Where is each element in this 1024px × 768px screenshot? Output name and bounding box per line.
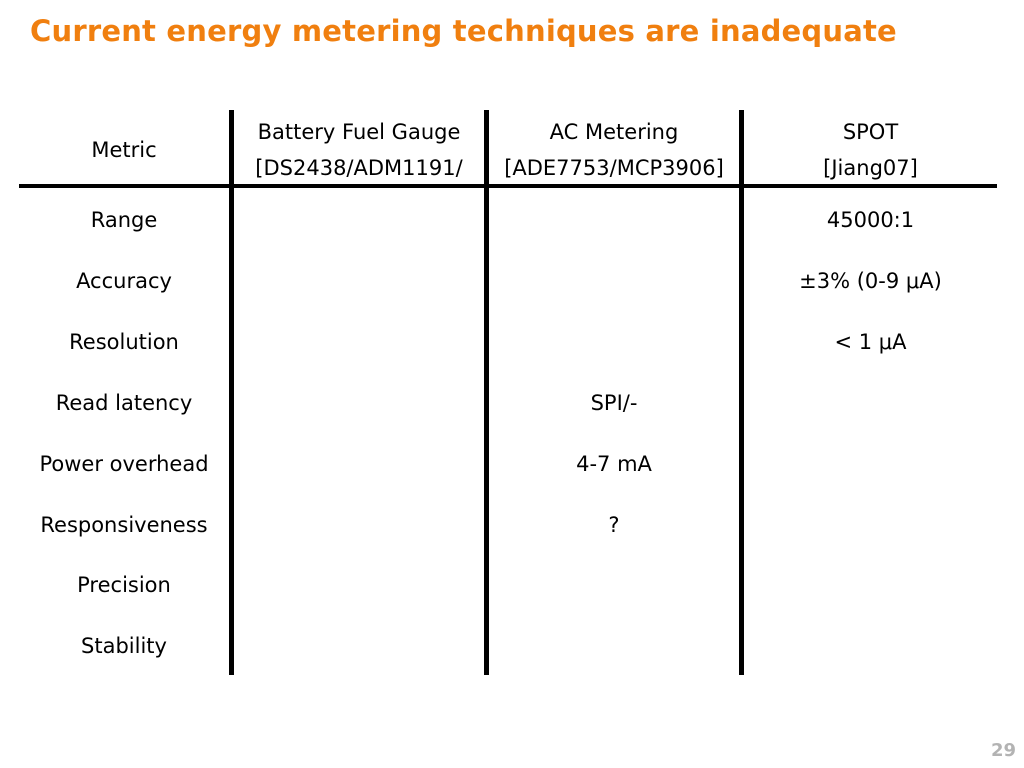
header-spot-ref: [Jiang07] bbox=[823, 156, 918, 180]
header-fuel-gauge-ref: [DS2438/ADM1191/ bbox=[255, 156, 463, 180]
header-fuel-gauge bbox=[234, 114, 484, 186]
header-ac-metering bbox=[489, 114, 739, 186]
spot-cell: ±3% (0-9 μA) bbox=[799, 269, 942, 293]
metric-cell: Range bbox=[90, 208, 158, 232]
comparison-table bbox=[19, 110, 997, 675]
page-number: 29 bbox=[990, 740, 1016, 761]
header-spot-title: SPOT bbox=[842, 120, 899, 144]
header-ac-metering-title: AC Metering bbox=[549, 120, 679, 144]
metric-cell: Stability bbox=[81, 634, 167, 658]
header-metric bbox=[19, 132, 229, 168]
metric-cell: Power overhead bbox=[39, 452, 209, 476]
metric-cell: Accuracy bbox=[76, 269, 172, 293]
slide-title: Current energy metering techniques are inadequate bbox=[30, 14, 897, 48]
spot-cell: 45000:1 bbox=[826, 208, 915, 232]
metric-cell: Responsiveness bbox=[40, 513, 208, 537]
ac-metering-cell: ? bbox=[608, 513, 620, 537]
metric-cell: Read latency bbox=[55, 391, 193, 415]
spot-cell: < 1 μA bbox=[834, 330, 907, 354]
column-divider bbox=[739, 110, 744, 675]
ac-metering-cell: 4-7 mA bbox=[576, 452, 652, 476]
column-divider bbox=[229, 110, 234, 675]
header-fuel-gauge-title: Battery Fuel Gauge bbox=[257, 120, 461, 144]
ac-metering-cell: SPI/- bbox=[590, 391, 638, 415]
header-spot bbox=[744, 114, 997, 186]
metric-cell: Resolution bbox=[69, 330, 179, 354]
metric-cell: Precision bbox=[77, 573, 171, 597]
header-ac-metering-ref: [ADE7753/MCP3906] bbox=[504, 156, 724, 180]
header-metric-label: Metric bbox=[91, 138, 157, 162]
